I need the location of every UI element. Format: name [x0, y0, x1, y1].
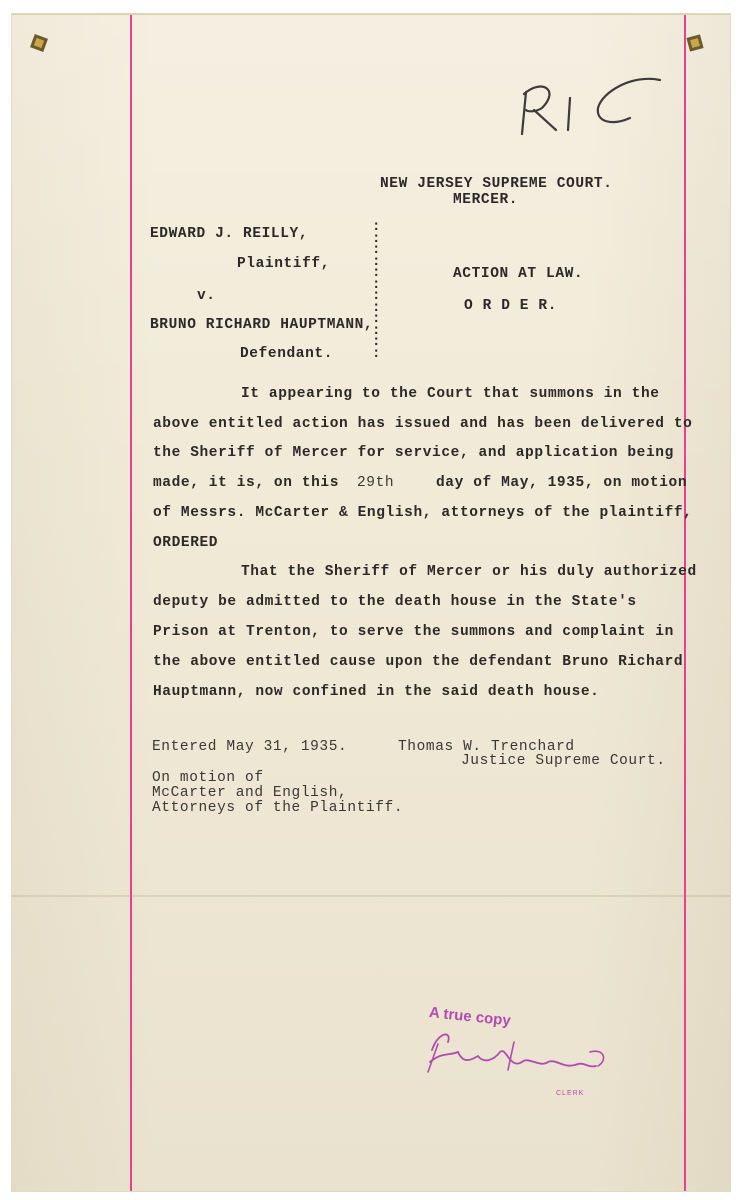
body-line: Hauptmann, now confined in the said death house. — [153, 684, 600, 700]
county-name: MERCER. — [453, 192, 519, 208]
body-line: above entitled action has issued and has been delivered to — [153, 416, 693, 432]
court-name: NEW JERSEY SUPREME COURT. — [380, 176, 613, 192]
left-margin-rule — [130, 15, 132, 1191]
body-line: deputy be admitted to the death house in the State's — [153, 594, 637, 610]
body-line: the Sheriff of Mercer for service, and application being — [153, 445, 674, 461]
body-line: the above entitled cause upon the defendant Bruno Richard — [153, 654, 684, 670]
body-line: That the Sheriff of Mercer or his duly authorized — [241, 564, 697, 580]
body-line: Prison at Trenton, to serve the summons and complaint in — [153, 624, 674, 640]
defendant-name: BRUNO RICHARD HAUPTMANN, — [150, 317, 374, 333]
order-day: 29th — [357, 475, 395, 491]
caption-divider: : : : : : : : : : : : : — [372, 219, 381, 362]
ordered-label: ORDERED — [153, 535, 219, 551]
motion-line: McCarter and English, — [152, 785, 348, 801]
action-type: ACTION AT LAW. — [453, 266, 584, 282]
body-line: of Messrs. McCarter & English, attorneys of the plaintiff, — [153, 505, 693, 521]
clerk-signature — [418, 1022, 618, 1096]
order-heading: O R D E R. — [464, 298, 558, 314]
motion-line: Attorneys of the Plaintiff. — [152, 800, 404, 816]
motion-line: On motion of — [152, 770, 264, 786]
body-line: It appearing to the Court that summons in the — [241, 386, 660, 402]
plaintiff-role: Plaintiff, — [237, 256, 331, 272]
judge-title: Justice Supreme Court. — [461, 753, 666, 769]
entered-date: Entered May 31, 1935. — [152, 739, 348, 755]
brass-fastener-icon — [30, 34, 48, 52]
true-copy-stamp: A true copy — [428, 1004, 512, 1030]
versus: v. — [197, 288, 216, 304]
handwritten-initials — [512, 72, 672, 144]
plaintiff-name: EDWARD J. REILLY, — [150, 226, 309, 242]
body-line: made, it is, on this — [153, 475, 340, 491]
right-margin-rule — [684, 15, 686, 1191]
paper-fold — [12, 895, 730, 897]
defendant-role: Defendant. — [240, 346, 334, 362]
clerk-label: CLERK — [556, 1090, 585, 1097]
brass-fastener-icon — [686, 34, 704, 52]
body-line: day of May, 1935, on motion — [436, 475, 688, 491]
judge-name: Thomas W. Trenchard — [398, 739, 575, 755]
